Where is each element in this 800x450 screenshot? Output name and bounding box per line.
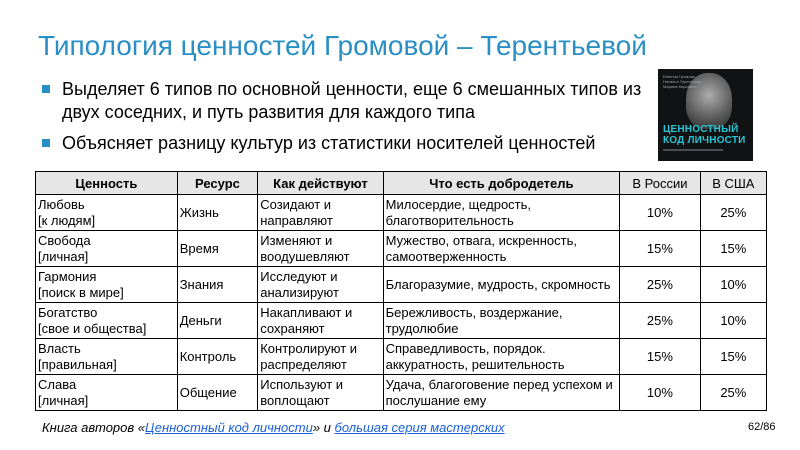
- slide-title: Типология ценностей Громовой – Терентьевой: [38, 30, 647, 61]
- cell-virtue: Милосердие, щедрость, благотворительность: [383, 195, 620, 231]
- header-resource: Ресурс: [177, 172, 258, 195]
- book-subtitle-decoration: [663, 149, 723, 151]
- footer-prefix: Книга авторов «: [42, 420, 146, 435]
- cell-value: [36, 267, 178, 303]
- book-title-line: ЦЕННОСТНЫЙ: [663, 124, 739, 135]
- cell-usa: 25%: [700, 195, 766, 231]
- book-title-line: КОД ЛИЧНОСТИ: [663, 135, 746, 146]
- book-cover-image: [658, 69, 753, 161]
- value-note: [правильная]: [38, 356, 117, 372]
- bullet-list: [40, 78, 650, 163]
- value-name: Свобода: [38, 232, 91, 248]
- values-table: [35, 171, 767, 411]
- cell-usa: 10%: [700, 267, 766, 303]
- cell-russia: 15%: [620, 339, 701, 375]
- cell-action: Изменяют и воодушевляют: [258, 231, 383, 267]
- cell-value: [36, 303, 178, 339]
- value-name: Гармония: [38, 268, 97, 284]
- header-usa: В США: [700, 172, 766, 195]
- cell-value: [36, 375, 178, 411]
- cell-virtue: Бережливость, воздержание, трудолюбие: [383, 303, 620, 339]
- workshop-series-link[interactable]: большая серия мастерских: [334, 420, 505, 435]
- value-note: [свое и общества]: [38, 320, 147, 336]
- cell-resource: Жизнь: [177, 195, 258, 231]
- cell-virtue: Справедливость, порядок. аккуратность, решительность: [383, 339, 620, 375]
- cell-resource: Деньги: [177, 303, 258, 339]
- header-virtue: Что есть добродетель: [383, 172, 620, 195]
- bullet-item: [40, 132, 650, 155]
- header-russia: В России: [620, 172, 701, 195]
- value-name: Слава: [38, 376, 77, 392]
- cell-action: Накапливают и сохраняют: [258, 303, 383, 339]
- header-value: Ценность: [36, 172, 178, 195]
- cell-virtue: Благоразумие, мудрость, скромность: [383, 267, 620, 303]
- header-action: Как действуют: [258, 172, 383, 195]
- cell-action: Контролируют и распределяют: [258, 339, 383, 375]
- value-note: [личная]: [38, 248, 89, 264]
- table-row: [36, 375, 767, 411]
- value-name: Богатство: [38, 304, 98, 320]
- table-body: [36, 195, 767, 411]
- book-title: [663, 124, 746, 146]
- book-link[interactable]: Ценностный код личности: [145, 420, 313, 435]
- bullet-text: Выделяет 6 типов по основной ценности, еще 6 смешанных типов из двух соседних, и путь развития для каждого типа: [62, 79, 642, 122]
- value-note: [личная]: [38, 392, 89, 408]
- footer-middle: » и: [312, 420, 335, 435]
- table-row: [36, 267, 767, 303]
- value-note: [к людям]: [38, 212, 96, 228]
- value-name: Власть: [38, 340, 81, 356]
- table-row: [36, 195, 767, 231]
- cell-resource: Знания: [177, 267, 258, 303]
- cell-russia: 15%: [620, 231, 701, 267]
- cell-virtue: Удача, благоговение перед успехом и послушание ему: [383, 375, 620, 411]
- book-authors: Евгения Громова Наталья Терентьева Марина Кирилина: [663, 74, 702, 89]
- table-row: [36, 339, 767, 375]
- cell-value: [36, 339, 178, 375]
- cell-usa: 15%: [700, 231, 766, 267]
- cell-value: [36, 231, 178, 267]
- cell-russia: 25%: [620, 303, 701, 339]
- bullet-item: [40, 78, 650, 124]
- cell-russia: 10%: [620, 195, 701, 231]
- cell-action: Исследуют и анализируют: [258, 267, 383, 303]
- cell-usa: 15%: [700, 339, 766, 375]
- table-row: [36, 231, 767, 267]
- cell-action: Используют и воплощают: [258, 375, 383, 411]
- cell-russia: 25%: [620, 267, 701, 303]
- cell-resource: Время: [177, 231, 258, 267]
- value-note: [поиск в мире]: [38, 284, 124, 300]
- cell-virtue: Мужество, отвага, искренность, самоотверженность: [383, 231, 620, 267]
- cell-usa: 25%: [700, 375, 766, 411]
- cell-resource: Общение: [177, 375, 258, 411]
- cell-resource: Контроль: [177, 339, 258, 375]
- square-bullet-icon: [42, 139, 50, 147]
- value-name: Любовь: [38, 196, 85, 212]
- table-row: [36, 303, 767, 339]
- cell-russia: 10%: [620, 375, 701, 411]
- square-bullet-icon: [42, 85, 50, 93]
- cell-usa: 10%: [700, 303, 766, 339]
- table-header-row: [36, 172, 767, 195]
- cell-value: [36, 195, 178, 231]
- footer-note: [42, 420, 505, 435]
- page-number: 62/86: [748, 421, 776, 433]
- cell-action: Созидают и направляют: [258, 195, 383, 231]
- bullet-text: Объясняет разницу культур из статистики носителей ценностей: [62, 133, 596, 153]
